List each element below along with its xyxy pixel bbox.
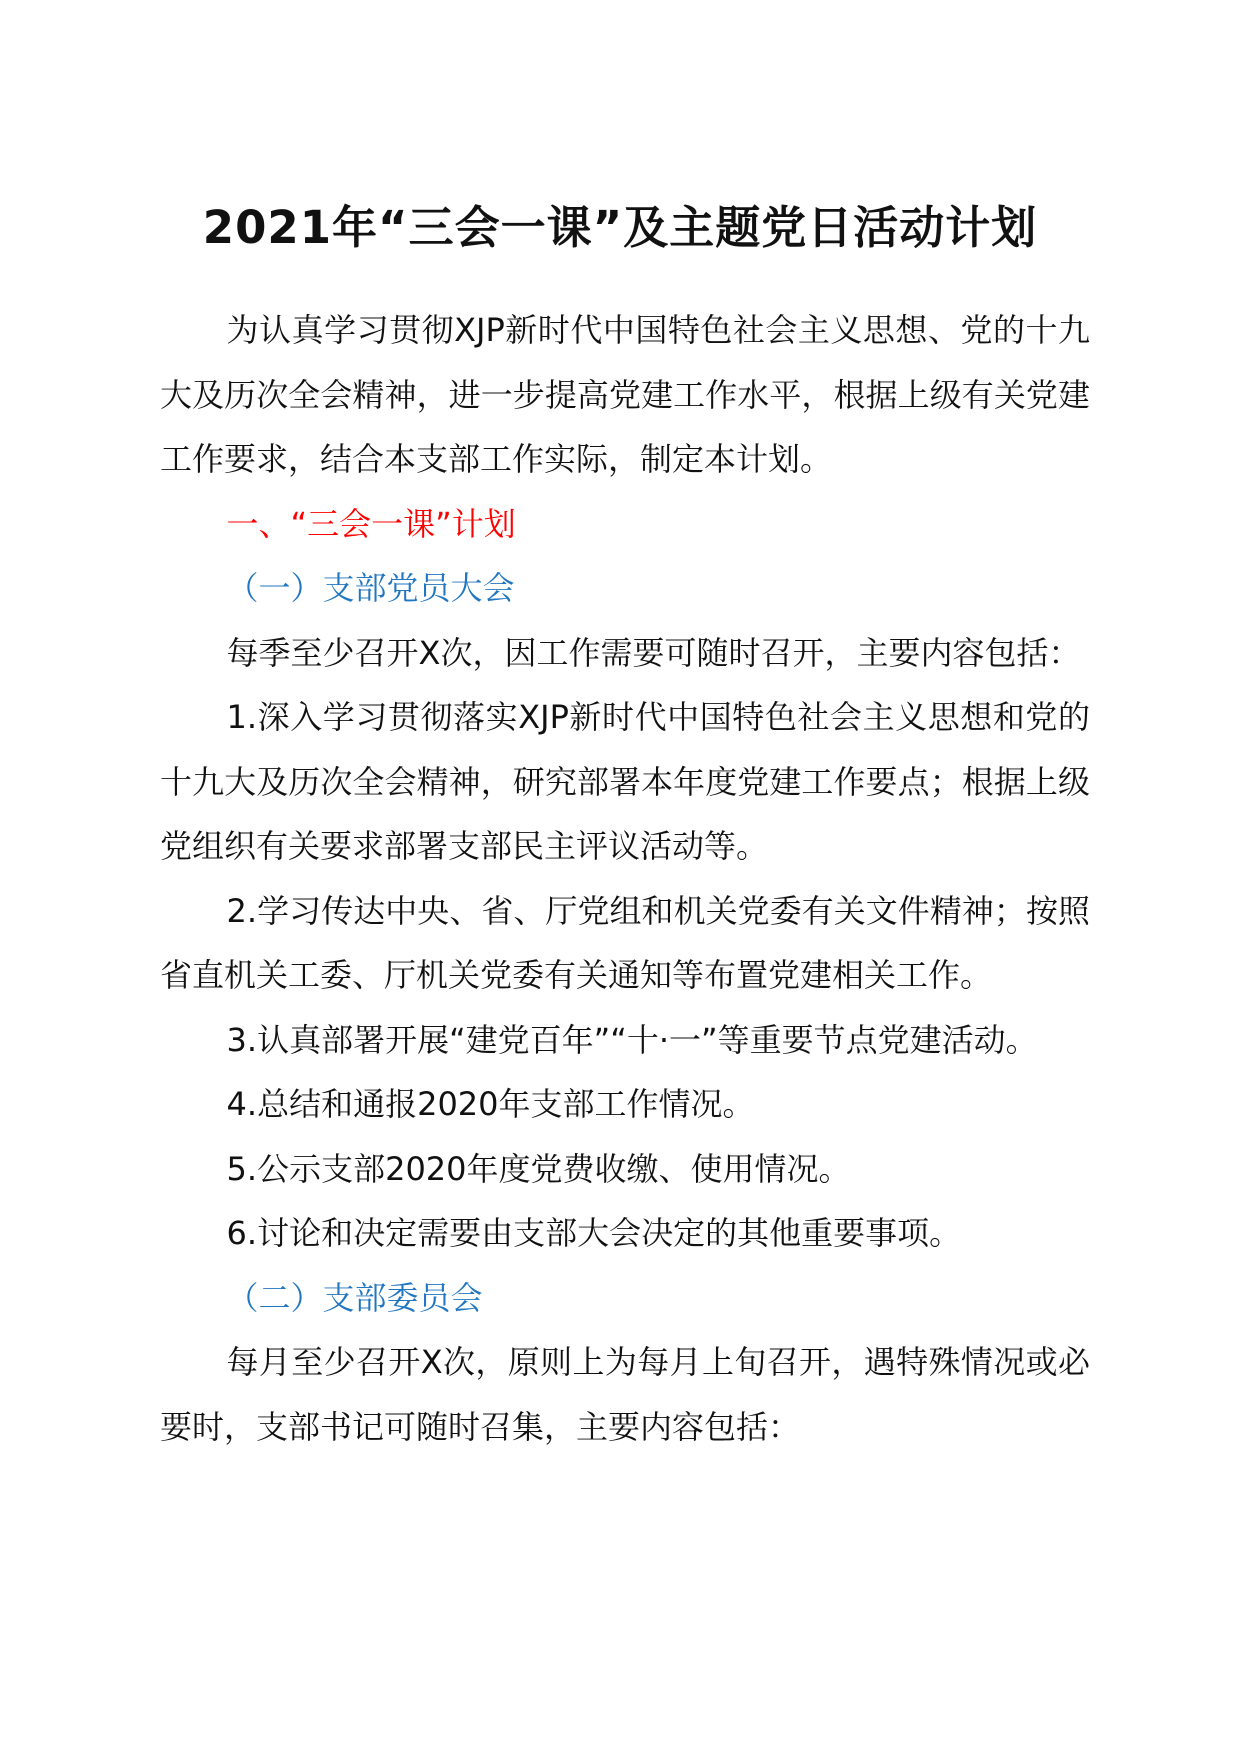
- document-title: 2021年“三会一课”及主题党日活动计划: [202, 201, 1038, 254]
- list-item: 3.认真部署开展“建党百年”“十·一”等重要节点党建活动。: [226, 1020, 1038, 1059]
- subsection-2-lead: 每月至少召开X次，原则上为每月上旬召开，遇特殊情况或必要时，支部书记可随时召集，主要内容包括：: [160, 1343, 1090, 1446]
- list-item: 2.学习传达中央、省、厅党组和机关党委有关文件精神；按照省直机关工委、厅机关党委有关通知等布置党建相关工作。: [160, 891, 1090, 994]
- document-body: [160, 298, 1090, 1459]
- subsection-1-lead: 每季至少召开X次，因工作需要可随时召开，主要内容包括：: [226, 633, 1081, 672]
- intro-paragraph: 为认真学习贯彻XJP新时代中国特色社会主义思想、党的十九大及历次全会精神，进一步提高党建工作水平，根据上级有关党建工作要求，结合本支部工作实际，制定本计划。: [160, 311, 1090, 478]
- list-item: 1.深入学习贯彻落实XJP新时代中国特色社会主义思想和党的十九大及历次全会精神，研究部署本年度党建工作要点；根据上级党组织有关要求部署支部民主评议活动等。: [160, 698, 1090, 865]
- list-item: 4.总结和通报2020年支部工作情况。: [226, 1085, 755, 1123]
- list-item: 6.讨论和决定需要由支部大会决定的其他重要事项。: [226, 1214, 962, 1252]
- subsection-heading-2: （二）支部委员会: [226, 1278, 483, 1317]
- list-item: 5.公示支部2020年度党费收缴、使用情况。: [226, 1149, 851, 1188]
- section-heading-1: 一、“三会一课”计划: [226, 504, 516, 543]
- subsection-heading-1: （一）支部党员大会: [226, 569, 515, 607]
